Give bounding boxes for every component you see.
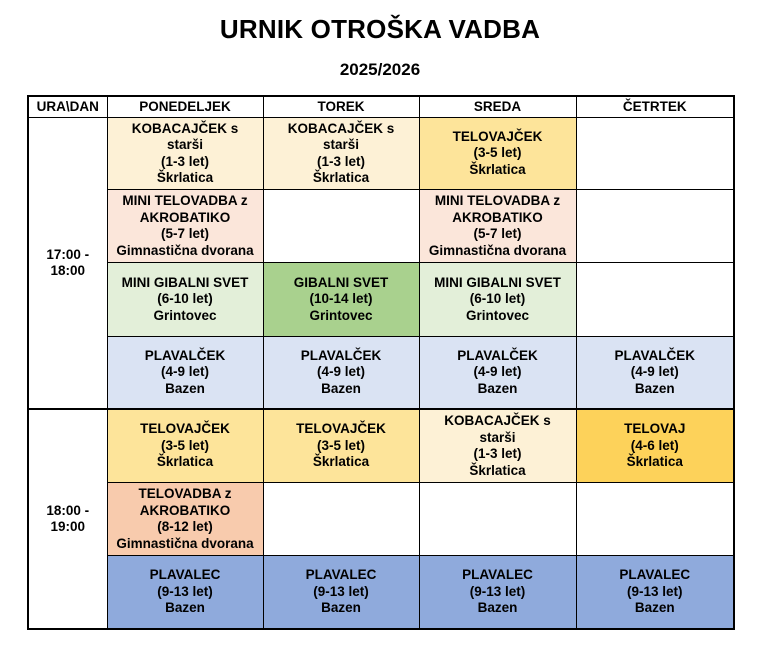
class-line: KOBACAJČEK s bbox=[131, 120, 239, 136]
header-cell: URA\DAN bbox=[28, 96, 107, 118]
class-line: PLAVALEC bbox=[149, 567, 221, 583]
class-line: (4-9 let) bbox=[473, 364, 522, 380]
class-line: Škrlatica bbox=[626, 454, 683, 470]
header-cell: ČETRTEK bbox=[576, 96, 734, 118]
empty-cell bbox=[419, 483, 576, 556]
time-slot-line: 19:00 bbox=[50, 519, 86, 535]
class-line: (9-13 let) bbox=[157, 583, 213, 599]
empty-cell bbox=[263, 483, 419, 556]
class-line: AKROBATIKO bbox=[139, 209, 231, 225]
class-line: (9-13 let) bbox=[469, 583, 526, 599]
class-line: (5-7 let) bbox=[473, 226, 522, 242]
schedule-table bbox=[27, 95, 735, 630]
class-line: (8-12 let) bbox=[157, 519, 213, 535]
class-cell bbox=[419, 409, 576, 482]
class-line: (3-5 let) bbox=[473, 145, 522, 161]
class-cell bbox=[107, 190, 263, 263]
class-line: Bazen bbox=[477, 380, 518, 396]
page-title: URNIK OTROŠKA VADBA bbox=[219, 14, 541, 44]
class-line: MINI TELOVADBA z bbox=[122, 193, 248, 209]
time-slot-line: 18:00 bbox=[50, 263, 86, 279]
class-line: Gimnastična dvorana bbox=[116, 535, 254, 551]
class-line: (1-3 let) bbox=[473, 446, 522, 462]
class-line: PLAVALČEK bbox=[300, 347, 382, 363]
class-line: TELOVAJČEK bbox=[140, 421, 230, 437]
class-line: (6-10 let) bbox=[157, 291, 213, 307]
class-line: Škrlatica bbox=[469, 462, 526, 478]
empty-cell bbox=[576, 263, 734, 336]
class-line: KOBACAJČEK s bbox=[444, 413, 551, 429]
class-line: KOBACAJČEK s bbox=[287, 120, 395, 136]
schedule-row bbox=[28, 263, 734, 336]
class-line: TELOVAJČEK bbox=[296, 421, 386, 437]
class-line: Bazen bbox=[165, 600, 205, 616]
class-line: (3-5 let) bbox=[160, 437, 209, 453]
class-line: Bazen bbox=[321, 600, 361, 616]
schedule-row bbox=[28, 336, 734, 409]
header-row bbox=[28, 96, 734, 118]
header-cell: SREDA bbox=[419, 96, 576, 118]
class-line: PLAVALEC bbox=[462, 567, 533, 583]
class-line: (9-13 let) bbox=[626, 583, 683, 599]
class-cell bbox=[263, 556, 419, 629]
class-line: Bazen bbox=[165, 380, 205, 396]
class-line: TELOVAJ bbox=[624, 421, 686, 437]
header-cell: TOREK bbox=[263, 96, 419, 118]
class-line: Gimnastična dvorana bbox=[116, 242, 254, 258]
schedule-row bbox=[28, 483, 734, 556]
header-cell: PONEDELJEK bbox=[107, 96, 263, 118]
class-cell bbox=[263, 336, 419, 409]
time-slot-line: 17:00 - bbox=[46, 246, 90, 262]
class-line: PLAVALČEK bbox=[144, 347, 226, 363]
class-cell bbox=[419, 336, 576, 409]
class-line: MINI GIBALNI SVET bbox=[434, 274, 561, 290]
class-line: (4-9 let) bbox=[630, 364, 679, 380]
class-cell bbox=[107, 263, 263, 336]
class-line: Škrlatica bbox=[156, 170, 214, 186]
schedule-row bbox=[28, 190, 734, 263]
class-line: Grintovec bbox=[309, 307, 373, 323]
class-cell bbox=[419, 263, 576, 336]
empty-cell bbox=[576, 483, 734, 556]
class-cell bbox=[419, 556, 576, 629]
class-cell bbox=[419, 190, 576, 263]
class-line: Škrlatica bbox=[312, 170, 370, 186]
school-year: 2025/2026 bbox=[339, 60, 421, 79]
class-line: (4-9 let) bbox=[160, 364, 209, 380]
class-line: PLAVALEC bbox=[305, 567, 377, 583]
class-cell bbox=[263, 118, 419, 190]
class-cell bbox=[263, 409, 419, 482]
time-slot-cell bbox=[28, 409, 107, 629]
class-line: (3-5 let) bbox=[316, 437, 365, 453]
class-line: TELOVADBA z bbox=[138, 486, 232, 502]
class-cell bbox=[107, 556, 263, 629]
class-cell bbox=[576, 556, 734, 629]
time-slot-cell bbox=[28, 118, 107, 410]
class-line: PLAVALČEK bbox=[614, 347, 695, 363]
class-cell bbox=[107, 409, 263, 482]
class-line: Škrlatica bbox=[312, 454, 370, 470]
class-line: AKROBATIKO bbox=[452, 209, 543, 225]
class-line: PLAVALEC bbox=[619, 567, 691, 583]
class-cell bbox=[107, 336, 263, 409]
class-cell bbox=[263, 263, 419, 336]
class-line: GIBALNI SVET bbox=[293, 274, 389, 290]
class-cell bbox=[107, 118, 263, 190]
class-line: Škrlatica bbox=[156, 454, 214, 470]
class-line: (1-3 let) bbox=[316, 153, 365, 169]
time-slot-line: 18:00 - bbox=[46, 502, 90, 518]
class-line: Škrlatica bbox=[469, 161, 526, 177]
class-line: starši bbox=[479, 429, 516, 445]
schedule-row bbox=[28, 118, 734, 190]
empty-cell bbox=[576, 190, 734, 263]
class-line: (4-6 let) bbox=[630, 437, 679, 453]
class-line: Bazen bbox=[634, 380, 675, 396]
class-line: Gimnastična dvorana bbox=[428, 242, 567, 258]
class-line: AKROBATIKO bbox=[139, 502, 231, 518]
class-line: (6-10 let) bbox=[469, 291, 526, 307]
class-line: (5-7 let) bbox=[160, 226, 209, 242]
class-line: (9-13 let) bbox=[313, 583, 369, 599]
empty-cell bbox=[263, 190, 419, 263]
schedule-row bbox=[28, 556, 734, 629]
class-cell bbox=[576, 336, 734, 409]
class-cell bbox=[107, 483, 263, 556]
class-line: Bazen bbox=[477, 600, 518, 616]
class-line: Grintovec bbox=[153, 307, 217, 323]
class-cell bbox=[576, 409, 734, 482]
class-line: MINI GIBALNI SVET bbox=[121, 274, 249, 290]
schedule-row bbox=[28, 409, 734, 482]
class-line: (4-9 let) bbox=[316, 364, 365, 380]
class-line: Grintovec bbox=[465, 307, 530, 323]
empty-cell bbox=[576, 118, 734, 190]
class-line: MINI TELOVADBA z bbox=[434, 193, 561, 209]
class-line: (10-14 let) bbox=[309, 291, 373, 307]
class-line: (1-3 let) bbox=[160, 153, 209, 169]
class-line: Bazen bbox=[634, 600, 675, 616]
class-line: starši bbox=[322, 137, 360, 153]
class-line: TELOVAJČEK bbox=[452, 128, 543, 144]
class-line: PLAVALČEK bbox=[457, 347, 538, 363]
class-cell bbox=[419, 118, 576, 190]
class-line: starši bbox=[166, 137, 204, 153]
class-line: Bazen bbox=[321, 380, 361, 396]
